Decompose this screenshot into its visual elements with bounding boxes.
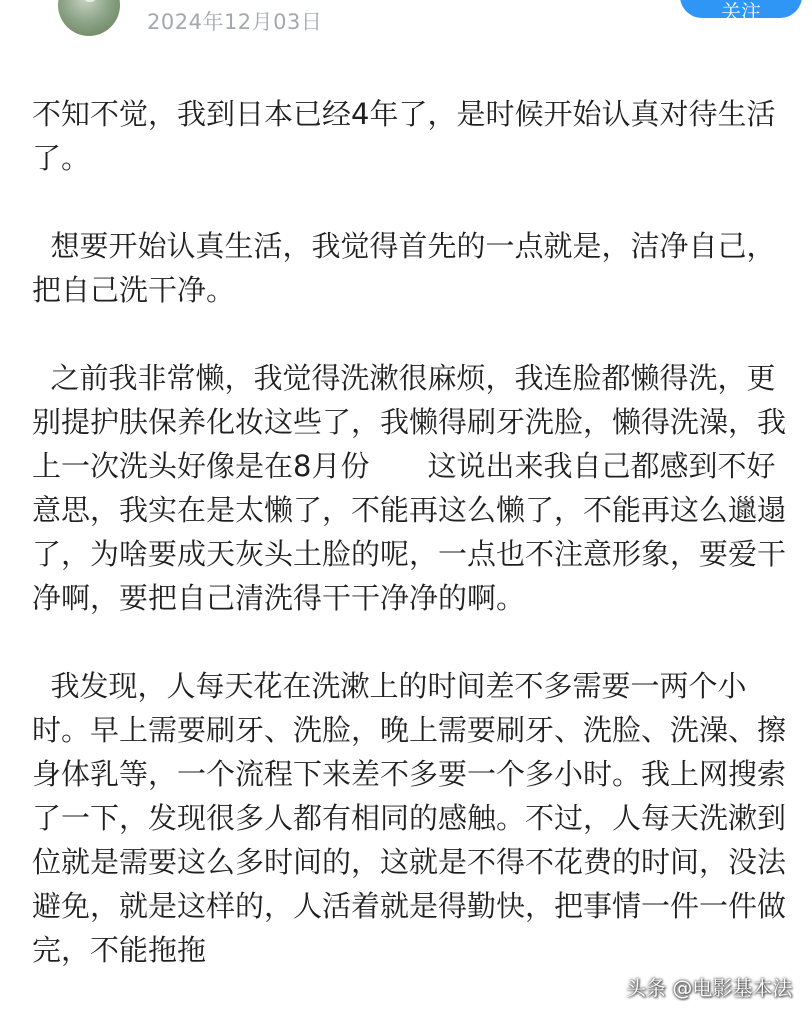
paragraph: 我发现，人每天花在洗漱上的时间差不多需要一两个小时。早上需要刷牙、洗脸，晚上需要刷牙、洗脸、洗澡、擦身体乳等，一个流程下来差不多要一个多小时。我上网搜索了一下，发现很多人都有相同的感触。不过，人每天洗漱到位就是需要这么多时间的，这就是不得不花费的时间，没法避免，就是这样的，人活着就是得勤快，把事情一件一件做完，不能拖拖 — [32, 669, 787, 967]
follow-button[interactable] — [680, 0, 802, 24]
post-date: 2024年12月03日 — [147, 10, 323, 34]
paragraph: 想要开始认真生活，我觉得首先的一点就是，洁净自己，把自己洗干净。 — [32, 229, 776, 307]
paragraph: 不知不觉，我到日本已经4年了，是时候开始认真对待生活了。 — [32, 97, 776, 175]
article-body — [32, 92, 792, 1016]
paragraph: 之前我非常懒，我觉得洗漱很麻烦，我连脸都懒得洗，更别提护肤保养化妆这些了，我懒得刷牙洗脸，懒得洗澡，我上一次洗头好像是在8月份 这说出来我自己都感到不好意思，我实在是太懒了，不能再这么懒了，不能再这么邋遢了，为啥要成天灰头土脸的呢，一点也不注意形象，要爱干净啊，要把自己清洗得干干净净的啊。 — [32, 361, 787, 615]
bird-icon — [82, 0, 98, 2]
avatar[interactable] — [58, 0, 120, 36]
watermark: 头条 @电影基本法 — [626, 976, 793, 1000]
post-header — [0, 0, 812, 60]
follow-label: 关注 — [721, 0, 761, 24]
